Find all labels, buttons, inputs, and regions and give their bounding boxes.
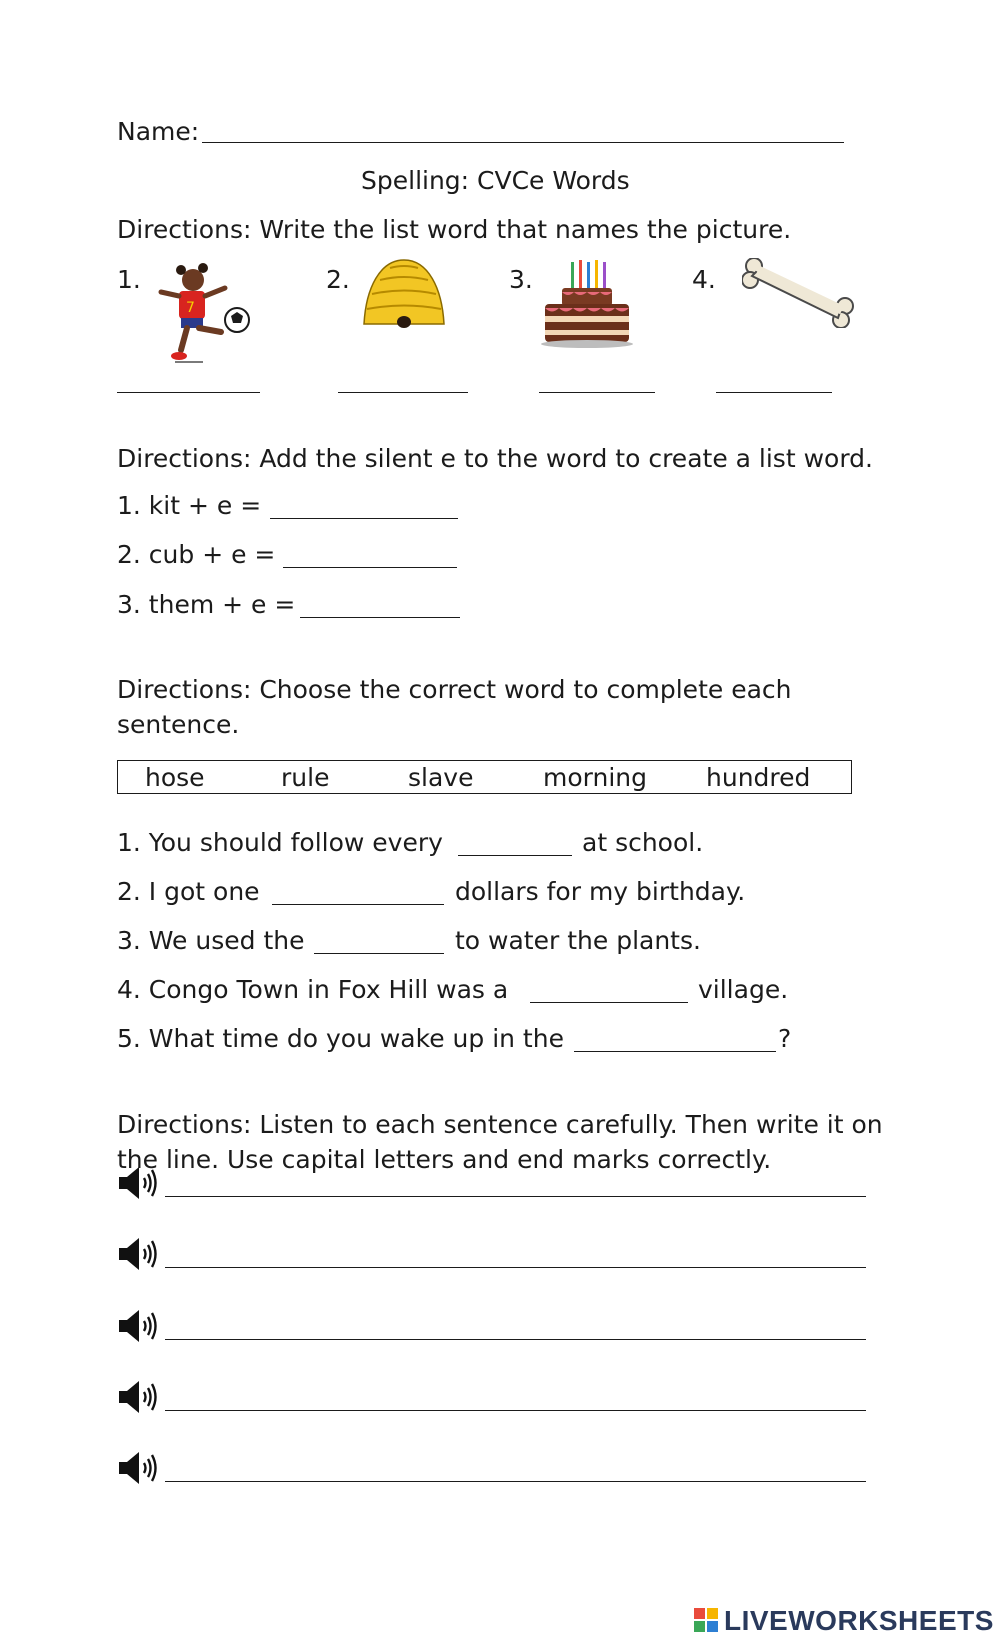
silent-e-item: 3. them + e = bbox=[117, 590, 296, 619]
silent-e-answer-line[interactable] bbox=[270, 518, 458, 519]
sentence-after: village. bbox=[698, 975, 789, 1004]
section3-directions-cont: sentence. bbox=[117, 710, 240, 739]
word-bank-item: hundred bbox=[706, 763, 811, 792]
sentence-before: 3. We used the bbox=[117, 926, 305, 955]
girl-kicking-ball-icon bbox=[145, 258, 250, 368]
dictation-answer-line[interactable] bbox=[165, 1196, 866, 1197]
silent-e-item: 1. kit + e = bbox=[117, 491, 262, 520]
sentence-before: 5. What time do you wake up in the bbox=[117, 1024, 564, 1053]
picture-item-number: 4. bbox=[692, 265, 716, 294]
picture-item-number: 2. bbox=[326, 265, 350, 294]
word-bank-item: morning bbox=[543, 763, 647, 792]
silent-e-answer-line[interactable] bbox=[283, 567, 457, 568]
speaker-icon[interactable] bbox=[117, 1235, 161, 1273]
silent-e-item: 2. cub + e = bbox=[117, 540, 276, 569]
answer-line-picture-2[interactable] bbox=[338, 392, 468, 393]
beehive-icon bbox=[360, 258, 448, 334]
sentence-after: dollars for my birthday. bbox=[455, 877, 746, 906]
sentence-answer-line[interactable] bbox=[530, 1002, 688, 1003]
speaker-icon[interactable] bbox=[117, 1164, 161, 1202]
sentence-answer-line[interactable] bbox=[574, 1051, 776, 1052]
sentence-after: ? bbox=[778, 1024, 792, 1053]
sentence-after: to water the plants. bbox=[455, 926, 701, 955]
speaker-icon[interactable] bbox=[117, 1378, 161, 1416]
dictation-answer-line[interactable] bbox=[165, 1267, 866, 1268]
section4-directions-cont: the line. Use capital letters and end marks correctly. bbox=[117, 1145, 772, 1174]
section4-directions: Directions: Listen to each sentence carefully. Then write it on bbox=[117, 1110, 883, 1139]
liveworksheets-brand-text: LIVEWORKSHEETS bbox=[724, 1605, 994, 1636]
word-bank-item: rule bbox=[281, 763, 330, 792]
section2-directions: Directions: Add the silent e to the word to create a list word. bbox=[117, 444, 873, 473]
answer-line-picture-1[interactable] bbox=[117, 392, 260, 393]
sentence-answer-line[interactable] bbox=[458, 855, 572, 856]
sentence-before: 1. You should follow every bbox=[117, 828, 443, 857]
speaker-icon[interactable] bbox=[117, 1307, 161, 1345]
birthday-cake-icon bbox=[537, 258, 637, 350]
sentence-before: 4. Congo Town in Fox Hill was a bbox=[117, 975, 509, 1004]
section1-directions: Directions: Write the list word that names the picture. bbox=[117, 215, 792, 244]
sentence-after: at school. bbox=[582, 828, 704, 857]
sentence-answer-line[interactable] bbox=[272, 904, 444, 905]
dictation-answer-line[interactable] bbox=[165, 1410, 866, 1411]
svg-text:7: 7 bbox=[186, 300, 195, 316]
liveworksheets-logo bbox=[694, 1604, 994, 1638]
word-bank-item: hose bbox=[145, 763, 205, 792]
section3-directions: Directions: Choose the correct word to complete each bbox=[117, 675, 792, 704]
page-title: Spelling: CVCe Words bbox=[361, 166, 630, 195]
dictation-answer-line[interactable] bbox=[165, 1481, 866, 1482]
answer-line-picture-4[interactable] bbox=[716, 392, 832, 393]
speaker-icon[interactable] bbox=[117, 1449, 161, 1487]
sentence-answer-line[interactable] bbox=[314, 953, 444, 954]
dictation-answer-line[interactable] bbox=[165, 1339, 866, 1340]
bone-icon bbox=[742, 258, 857, 328]
picture-item-number: 1. bbox=[117, 265, 141, 294]
answer-line-picture-3[interactable] bbox=[539, 392, 655, 393]
silent-e-answer-line[interactable] bbox=[300, 617, 460, 618]
sentence-before: 2. I got one bbox=[117, 877, 260, 906]
word-bank-item: slave bbox=[408, 763, 474, 792]
word-bank bbox=[117, 760, 852, 794]
name-label: Name: bbox=[117, 117, 200, 146]
name-field[interactable] bbox=[202, 111, 844, 143]
picture-item-number: 3. bbox=[509, 265, 533, 294]
liveworksheets-logo-icon bbox=[694, 1608, 720, 1634]
